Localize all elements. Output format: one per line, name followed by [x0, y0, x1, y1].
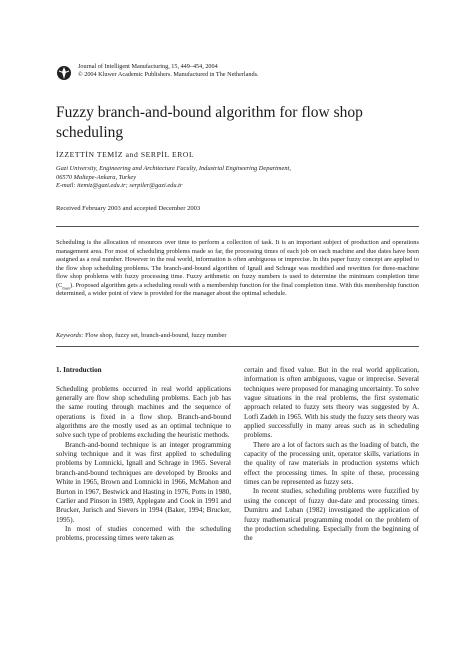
- left-column: [56, 366, 231, 544]
- abstract-text: Scheduling is the allocation of resources over time to perform a collection of task. It is an important subject of production and operations management area. For most of scheduling problems made so far, the processing times of each job on each machine and due dates have been assigned as a real number. However in the real world, information is often ambiguous or imprecise. In this paper fuzzy concept are applied to the flow shop scheduling problems. The branch-and-bound algorithm of Ignall and Schrage was modified and rewritten for three-machine flow shop problems with fuzzy processing time. Fuzzy arithmetic on fuzzy numbers is used to determine the minimum completion time (C: [56, 239, 419, 289]
- publisher-logo-icon: [56, 65, 72, 81]
- journal-header: [56, 63, 416, 85]
- abstract-top-rule: [56, 226, 419, 227]
- paragraph: In most of studies concerned with the scheduling problems, processing times were taken as: [56, 524, 231, 543]
- affiliation-line-2: 06570 Maltepe-Ankara, Turkey: [56, 173, 137, 181]
- abstract-subscript: max: [62, 284, 71, 290]
- keywords-label: Keywords:: [56, 332, 84, 339]
- paragraph: Scheduling problems occurred in real world applications generally are flow shop scheduling problems. Each job has the same routing through machines and the sequence of operations is fixed in a flow shop. Branch-and-bound algorithms are the mostly used as an optimal technique to solve such type of problems excluding the heuristic methods.: [56, 384, 231, 440]
- author-names: İZZETTİN TEMİZ and SERPİL EROL: [56, 150, 195, 159]
- section-heading: 1. Introduction: [56, 366, 102, 374]
- copyright-line: © 2004 Kluwer Academic Publishers. Manufactured in The Netherlands.: [78, 71, 259, 79]
- journal-citation: [78, 63, 259, 79]
- abstract-text-end: ). Proposed algorithm gets a scheduling result with a membership function for the final completion time. With this membership function determined, a wider point of view is provided for the manager about the optimal schedule.: [56, 281, 419, 297]
- keywords-text: Flow shop, fuzzy set, branch-and-bound, fuzzy number: [83, 332, 227, 339]
- keywords: [56, 332, 419, 339]
- abstract-bottom-rule: [56, 346, 419, 347]
- paragraph: Branch-and-bound technique is an integer programming solving technique and it was first applied to scheduling problems by Lomnicki, Ignall and Schrage in 1965. Several branch-and-bound techniques are developed by Brooks and White in 1965, Brown and Lomnicki in 1966, McMahon and Burton in 1967, Bestwick and Hasting in 1976, Potts in 1980, Carlier and Pinson in 1989, Applegate and Cook in 1991 and Brucker, Jurisch and Sievers in 1994 (Baker, 1994; Brucker, 1995).: [56, 440, 231, 524]
- received-date: Received February 2003 and accepted December 2003: [56, 205, 201, 212]
- paragraph: There are a lot of factors such as the loading of batch, the capacity of the processing unit, operator skills, variations in the quality of raw materials in production systems which effect the processing times. In spite of these, processing times can be represented as fuzzy sets.: [244, 440, 419, 487]
- right-column: [244, 366, 419, 544]
- paragraph: In recent studies, scheduling problems were fuzzified by using the concept of fuzzy due-date and processing times. Dumitru and Luban (1982) investigated the application of fuzzy mathematical programming model on the problem of the production scheduling. Especially from the beginning of the: [244, 487, 419, 543]
- abstract: [56, 239, 419, 299]
- affiliation: [56, 165, 376, 191]
- email-line: E-mail: itemiz@gazi.edu.tr; serpiler@gazi.edu.tr: [56, 182, 183, 190]
- affiliation-line-1: Gazi University, Engineering and Architecture Faculty, Industrial Engineering Department,: [56, 165, 291, 172]
- paper-title: Fuzzy branch-and-bound algorithm for flow shop scheduling: [56, 104, 363, 141]
- journal-line: Journal of Intelligent Manufacturing, 15, 449–454, 2004: [78, 63, 218, 70]
- paragraph: certain and fixed value. But in the real world application, information is often ambiguous, vague or imprecise. Several techniques were proposed for managing uncertainty. To solve vague situations in the real problems, the first systematic approach related to fuzzy sets theory was suggested by A. Lotfi Zadeh in 1965. With his study the fuzzy sets theory was applied successfully in many areas such as in scheduling problems.: [244, 366, 419, 440]
